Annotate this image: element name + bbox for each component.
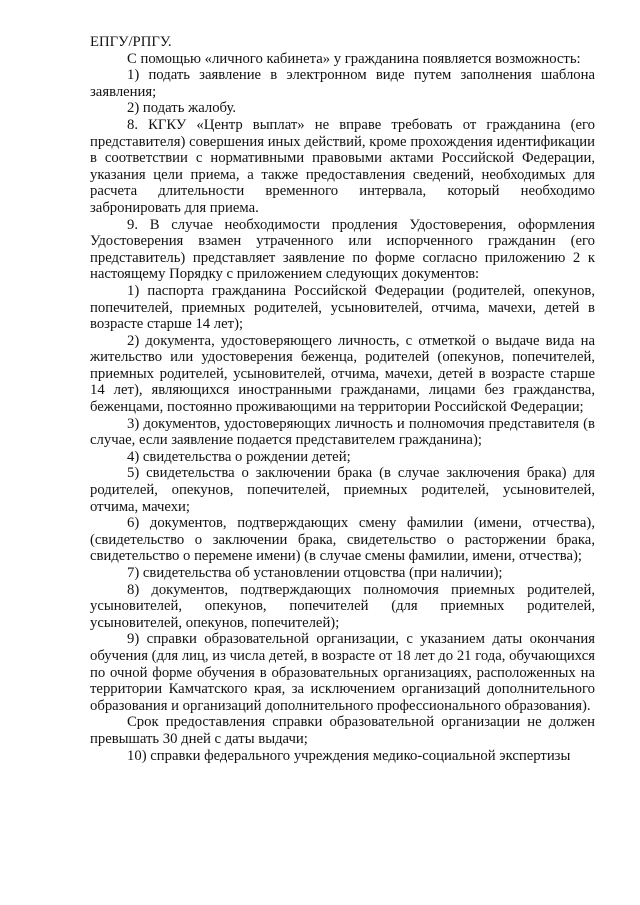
document-list-item-9: 9) справки образовательной организации, с указанием даты окончания обучения (для лиц, из числа детей, в возрасте от 18 лет до 21 года, обучающихся по очной форме обучения в образовательных организациях, расположенных на территории Камчатского края, за исключением организаций дополнительного образования и организаций дополнительного профессионального образования).: [90, 631, 595, 714]
clause-9: 9. В случае необходимости продления Удостоверения, оформления Удостоверения взамен утраченного или испорченного гражданин (его представитель) представляет заявление по форме согласно приложению 2 к настоящему Порядку с приложением следующих документов:: [90, 216, 595, 283]
document-list-item-4: 4) свидетельства о рождении детей;: [127, 448, 351, 465]
document-list-item-10: 10) справки федерального учреждения медико-социальной экспертизы: [127, 747, 571, 764]
document-list-item-1: 1) паспорта гражданина Российской Федерации (родителей, опекунов, попечителей, приемных родителей, усыновителей, отчима, мачехи, детей в возрасте старше 14 лет);: [90, 282, 595, 333]
document-list-item-8: 8) документов, подтверждающих полномочия приемных родителей, усыновителей, опекунов, попечителей (для приемных родителей, усыновителей, опекунов, попечителей);: [90, 581, 595, 631]
paragraph-continuation: ЕПГУ/РПГУ.: [90, 34, 172, 50]
certificate-validity-note: Срок предоставления справки образовательной организации не должен превышать 30 дней с даты выдачи;: [90, 714, 595, 747]
list-item-2-submit-complaint: 2) подать жалобу.: [127, 100, 237, 117]
document-list-item-2: 2) документа, удостоверяющего личность, с отметкой о выдаче вида на жительство или удостоверения беженца, родителей (опекунов, попечителей, приемных родителей, усыновителей, отчима, мачехи, детей в возрасте старше 14 лет), являющихся иностранными гражданами, лицами без гражданства, беженцами, постоянно проживающими на территории Российской Федерации;: [90, 332, 595, 416]
document-list-item-7: 7) свидетельства об установлении отцовства (при наличии);: [127, 565, 503, 581]
clause-8: 8. КГКУ «Центр выплат» не вправе требовать от гражданина (его представителя) совершения иных действий, кроме прохождения идентификации в соответствии с нормативными правовыми актами Российской Федерации, указания цели приема, а также предоставления сведений, необходимых для расчета длительности временного интервала, который необходимо забронировать для приема.: [90, 116, 595, 216]
paragraph-personal-cabinet: С помощью «личного кабинета» у гражданина появляется возможность:: [127, 50, 581, 67]
document-list-item-6: 6) документов, подтверждающих смену фамилии (имени, отчества), (свидетельство о заключении брака, свидетельство о расторжении брака, свидетельство о перемене имени) (в случае смены фамилии, имени, отчества);: [90, 515, 595, 565]
document-list-item-3: 3) документов, удостоверяющих личность и полномочия представителя (в случае, если заявление подается представителем гражданина);: [90, 415, 595, 449]
document-list-item-5: 5) свидетельства о заключении брака (в случае заключения брака) для родителей, опекунов, попечителей, приемных родителей, усыновителей, отчима, мачехи;: [90, 465, 595, 515]
document-page: [90, 34, 595, 764]
list-item-1-submit-application: 1) подать заявление в электронном виде путем заполнения шаблона заявления;: [90, 67, 595, 100]
